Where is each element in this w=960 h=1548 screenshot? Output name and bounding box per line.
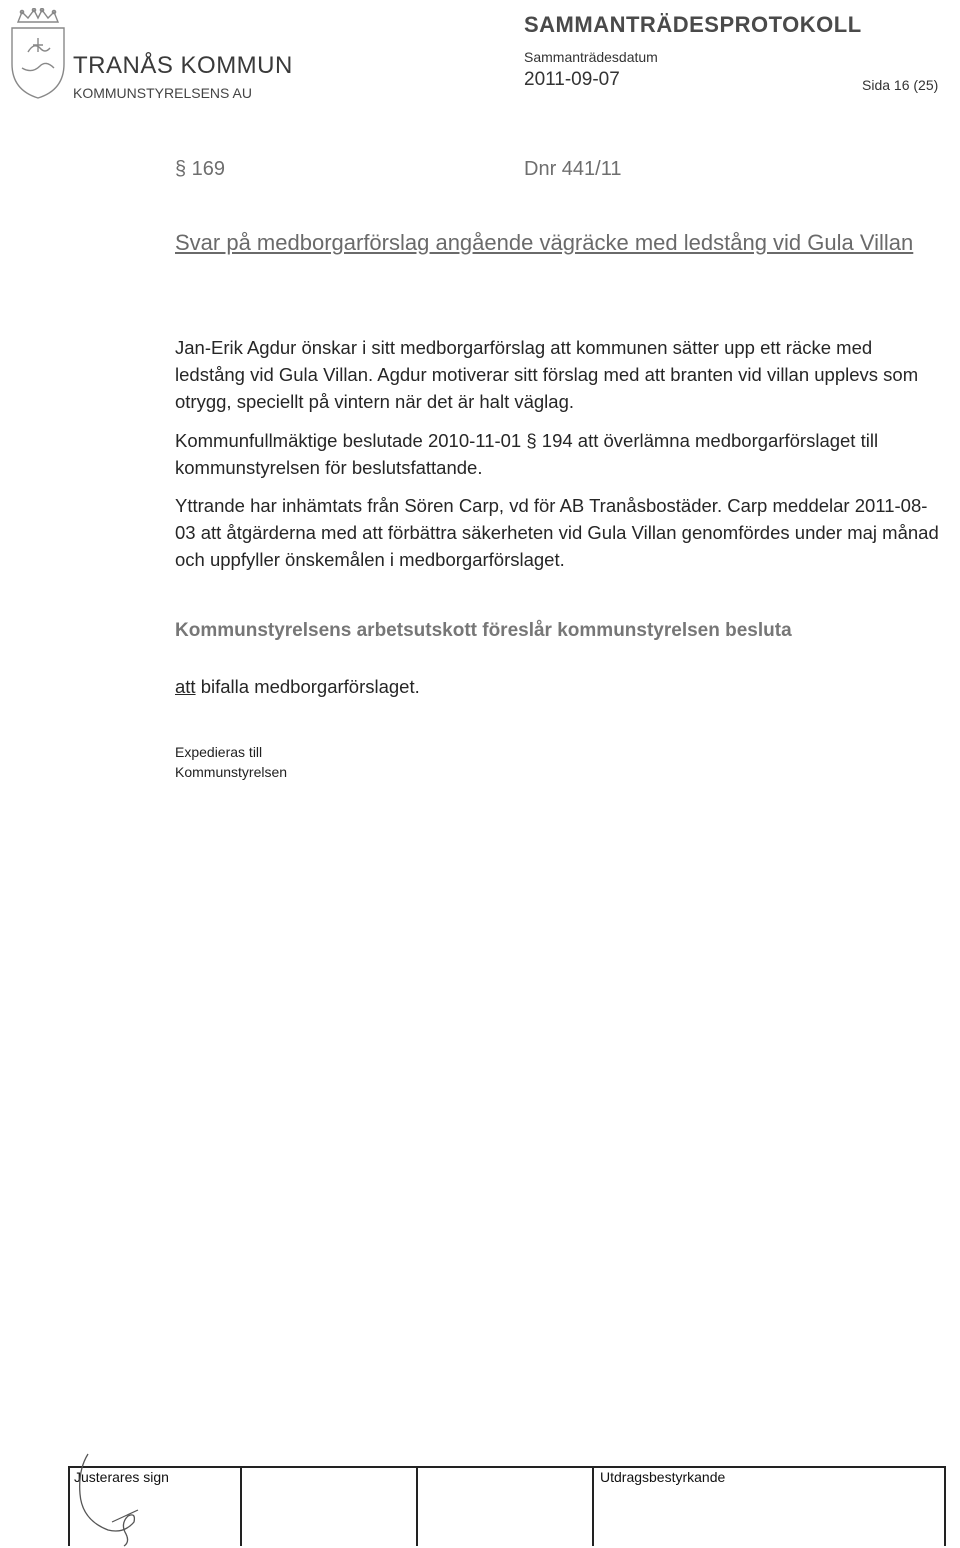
- body-paragraph-3: Yttrande har inhämtats från Sören Carp, vd för AB Tranåsbostäder. Carp meddelar 2011-08-03 att åtgärderna med att förbättra säkerheten vid Gula Villan genomfördes under maj månad och uppfyller önskemålen i medborgarförslaget.: [175, 495, 939, 570]
- paragraph-number: § 169: [175, 158, 226, 180]
- att-keyword: att: [175, 676, 196, 697]
- registration-number: Dnr 441/11: [524, 158, 622, 180]
- signature-table: [68, 1466, 946, 1546]
- decision-text: bifalla medborgarförslaget.: [195, 676, 420, 697]
- justerares-sign-label: Justerares sign: [74, 1469, 169, 1485]
- table-divider: [944, 1466, 946, 1546]
- table-divider: [416, 1466, 418, 1546]
- decision-line: [175, 674, 420, 700]
- utdragsbestyrkande-label: Utdragsbestyrkande: [600, 1469, 726, 1485]
- municipal-crest-logo: [8, 8, 68, 100]
- body-paragraph-1: Jan-Erik Agdur önskar i sitt medborgarförslag att kommunen sätter upp ett räcke med ledstång vid Gula Villan. Agdur motiverar sitt förslag med att branten vid villan upplevs som otrygg, speciellt på vintern när det är halt väglag.: [175, 337, 919, 412]
- proposal-heading: Kommunstyrelsens arbetsutskott föreslår kommunstyrelsen besluta: [175, 620, 792, 641]
- page-number: Sida 16 (25): [862, 77, 939, 93]
- body-paragraph-2: Kommunfullmäktige beslutade 2010-11-01 § 194 att överlämna medborgarförslaget till kommunstyrelsen för beslutsfattande.: [175, 430, 879, 478]
- meeting-date-label: Sammanträdesdatum: [524, 49, 658, 65]
- section-title: Svar på medborgarförslag angående vägräcke med ledstång vid Gula Villan: [175, 230, 914, 255]
- organization-unit: KOMMUNSTYRELSENS AU: [73, 85, 252, 101]
- table-divider: [240, 1466, 242, 1546]
- organization-name: TRANÅS KOMMUN: [73, 52, 293, 79]
- distribution-recipient: Kommunstyrelsen: [175, 764, 288, 780]
- distribution-label: Expedieras till: [175, 744, 263, 760]
- table-divider: [592, 1466, 594, 1546]
- handwritten-signature: [68, 1450, 178, 1548]
- meeting-date-value: 2011-09-07: [524, 69, 620, 90]
- document-type: SAMMANTRÄDESPROTOKOLL: [524, 12, 862, 37]
- table-top-border: [68, 1466, 946, 1468]
